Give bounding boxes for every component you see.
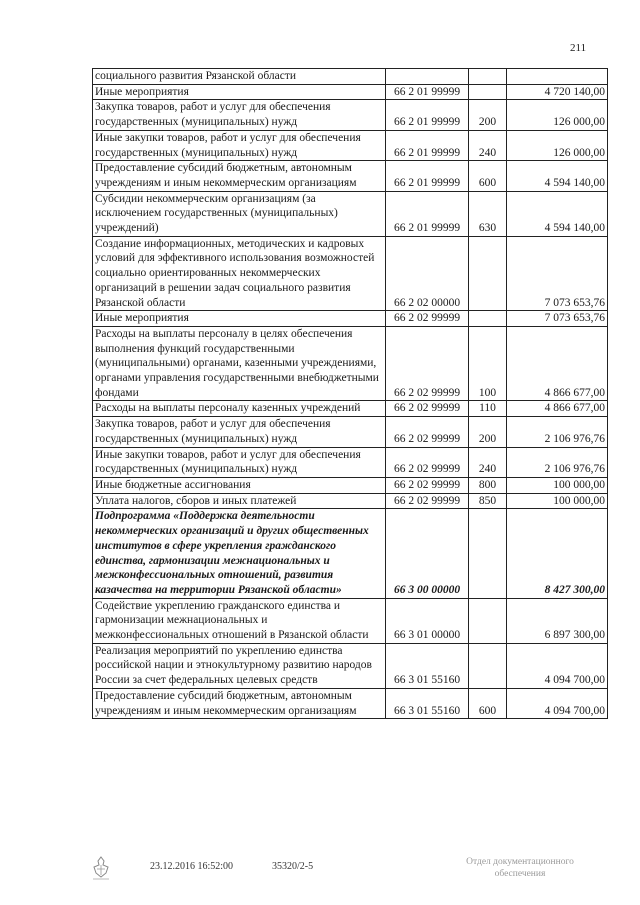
row-name-cell: Расходы на выплаты персоналу казенных учреждений	[93, 401, 386, 417]
table-row	[93, 84, 608, 100]
row-code-cell: 66 2 02 99999	[386, 401, 469, 417]
table-row	[93, 326, 608, 401]
row-amount-cell: 4 866 677,00	[507, 401, 608, 417]
row-name-cell: Уплата налогов, сборов и иных платежей	[93, 493, 386, 509]
row-name-cell: Иные мероприятия	[93, 311, 386, 327]
department-stamp: Отдел документационного обеспечения	[466, 857, 574, 879]
row-code-cell: 66 3 00 00000	[386, 509, 469, 598]
row-expense-type-cell: 100	[469, 326, 507, 401]
row-name-cell: Предоставление субсидий бюджетным, автономным учреждениям и иным некоммерческим организациям	[93, 161, 386, 191]
row-name-cell: Содействие укреплению гражданского единства и гармонизации межнациональных и межконфессиональных отношений в Рязанской области	[93, 598, 386, 643]
row-expense-type-cell: 850	[469, 493, 507, 509]
row-amount-cell: 6 897 300,00	[507, 598, 608, 643]
row-amount-cell: 4 594 140,00	[507, 161, 608, 191]
table-row	[93, 130, 608, 160]
table-row	[93, 69, 608, 85]
row-expense-type-cell: 200	[469, 100, 507, 130]
table-row	[93, 401, 608, 417]
footer-doc-id: 35320/2-5	[272, 861, 314, 872]
row-code-cell: 66 2 01 99999	[386, 161, 469, 191]
row-code-cell: 66 3 01 55160	[386, 643, 469, 688]
budget-table	[92, 68, 608, 719]
row-expense-type-cell: 800	[469, 477, 507, 493]
row-expense-type-cell	[469, 236, 507, 311]
row-expense-type-cell	[469, 643, 507, 688]
row-code-cell: 66 2 02 99999	[386, 311, 469, 327]
emblem-icon	[90, 855, 112, 886]
row-amount-cell: 4 866 677,00	[507, 326, 608, 401]
row-code-cell: 66 2 01 99999	[386, 84, 469, 100]
row-amount-cell: 100 000,00	[507, 493, 608, 509]
row-name-cell: Предоставление субсидий бюджетным, автономным учреждениям и иным некоммерческим организациям	[93, 688, 386, 718]
row-name-cell: Иные мероприятия	[93, 84, 386, 100]
footer-timestamp: 23.12.2016 16:52:00	[150, 861, 234, 872]
row-code-cell: 66 2 02 99999	[386, 447, 469, 477]
page-number: 211	[570, 42, 587, 54]
row-code-cell	[386, 69, 469, 85]
row-expense-type-cell	[469, 84, 507, 100]
row-expense-type-cell: 240	[469, 447, 507, 477]
row-expense-type-cell	[469, 509, 507, 598]
row-code-cell: 66 2 01 99999	[386, 130, 469, 160]
table-row	[93, 417, 608, 447]
table-row	[93, 191, 608, 236]
row-amount-cell: 4 094 700,00	[507, 688, 608, 718]
table-row	[93, 100, 608, 130]
row-amount-cell: 2 106 976,76	[507, 417, 608, 447]
row-code-cell: 66 2 01 99999	[386, 191, 469, 236]
row-code-cell: 66 2 02 99999	[386, 493, 469, 509]
row-name-cell: Расходы на выплаты персоналу в целях обеспечения выполнения функций государственными (муниципальными) органами, казенными учреждениями, органами управления государственными внебюджетными фондами	[93, 326, 386, 401]
row-name-cell: Подпрограмма «Поддержка деятельности некоммерческих организаций и других общественных институтов в сфере укрепления гражданского единства, гармонизации межнациональных и межконфессиональных отношений, развития казачества на территории Рязанской области»	[93, 509, 386, 598]
table-row	[93, 161, 608, 191]
table-row	[93, 493, 608, 509]
row-amount-cell: 8 427 300,00	[507, 509, 608, 598]
row-code-cell: 66 2 01 99999	[386, 100, 469, 130]
row-code-cell: 66 2 02 99999	[386, 326, 469, 401]
row-code-cell: 66 3 01 55160	[386, 688, 469, 718]
row-expense-type-cell: 110	[469, 401, 507, 417]
table-row	[93, 643, 608, 688]
row-amount-cell: 4 094 700,00	[507, 643, 608, 688]
row-code-cell: 66 2 02 00000	[386, 236, 469, 311]
table-row	[93, 311, 608, 327]
table-row	[93, 598, 608, 643]
row-name-cell: Иные закупки товаров, работ и услуг для обеспечения государственных (муниципальных) нужд	[93, 447, 386, 477]
table-row	[93, 236, 608, 311]
row-expense-type-cell: 630	[469, 191, 507, 236]
row-expense-type-cell: 600	[469, 688, 507, 718]
row-expense-type-cell: 600	[469, 161, 507, 191]
row-name-cell: социального развития Рязанской области	[93, 69, 386, 85]
row-amount-cell: 2 106 976,76	[507, 447, 608, 477]
row-amount-cell: 4 594 140,00	[507, 191, 608, 236]
row-amount-cell: 7 073 653,76	[507, 311, 608, 327]
row-name-cell: Закупка товаров, работ и услуг для обеспечения государственных (муниципальных) нужд	[93, 100, 386, 130]
table-row	[93, 688, 608, 718]
row-name-cell: Субсидии некоммерческим организациям (за исключением государственных (муниципальных) учреждений)	[93, 191, 386, 236]
table-row	[93, 509, 608, 598]
row-expense-type-cell	[469, 598, 507, 643]
row-amount-cell: 7 073 653,76	[507, 236, 608, 311]
row-expense-type-cell	[469, 69, 507, 85]
row-expense-type-cell	[469, 311, 507, 327]
row-code-cell: 66 2 02 99999	[386, 417, 469, 447]
row-amount-cell: 126 000,00	[507, 100, 608, 130]
row-name-cell: Создание информационных, методических и кадровых условий для эффективного использования возможностей социально ориентированных некоммерческих организаций в решении задач социального развития Рязанской области	[93, 236, 386, 311]
row-amount-cell: 126 000,00	[507, 130, 608, 160]
row-code-cell: 66 3 01 00000	[386, 598, 469, 643]
row-name-cell: Закупка товаров, работ и услуг для обеспечения государственных (муниципальных) нужд	[93, 417, 386, 447]
row-name-cell: Иные бюджетные ассигнования	[93, 477, 386, 493]
row-name-cell: Иные закупки товаров, работ и услуг для обеспечения государственных (муниципальных) нужд	[93, 130, 386, 160]
row-code-cell: 66 2 02 99999	[386, 477, 469, 493]
row-amount-cell	[507, 69, 608, 85]
table-row	[93, 477, 608, 493]
row-amount-cell: 100 000,00	[507, 477, 608, 493]
row-amount-cell: 4 720 140,00	[507, 84, 608, 100]
table-row	[93, 447, 608, 477]
row-expense-type-cell: 240	[469, 130, 507, 160]
row-name-cell: Реализация мероприятий по укреплению единства российской нации и этнокультурному развитию народов России за счет федеральных целевых средств	[93, 643, 386, 688]
row-expense-type-cell: 200	[469, 417, 507, 447]
budget-table-body	[93, 69, 608, 719]
